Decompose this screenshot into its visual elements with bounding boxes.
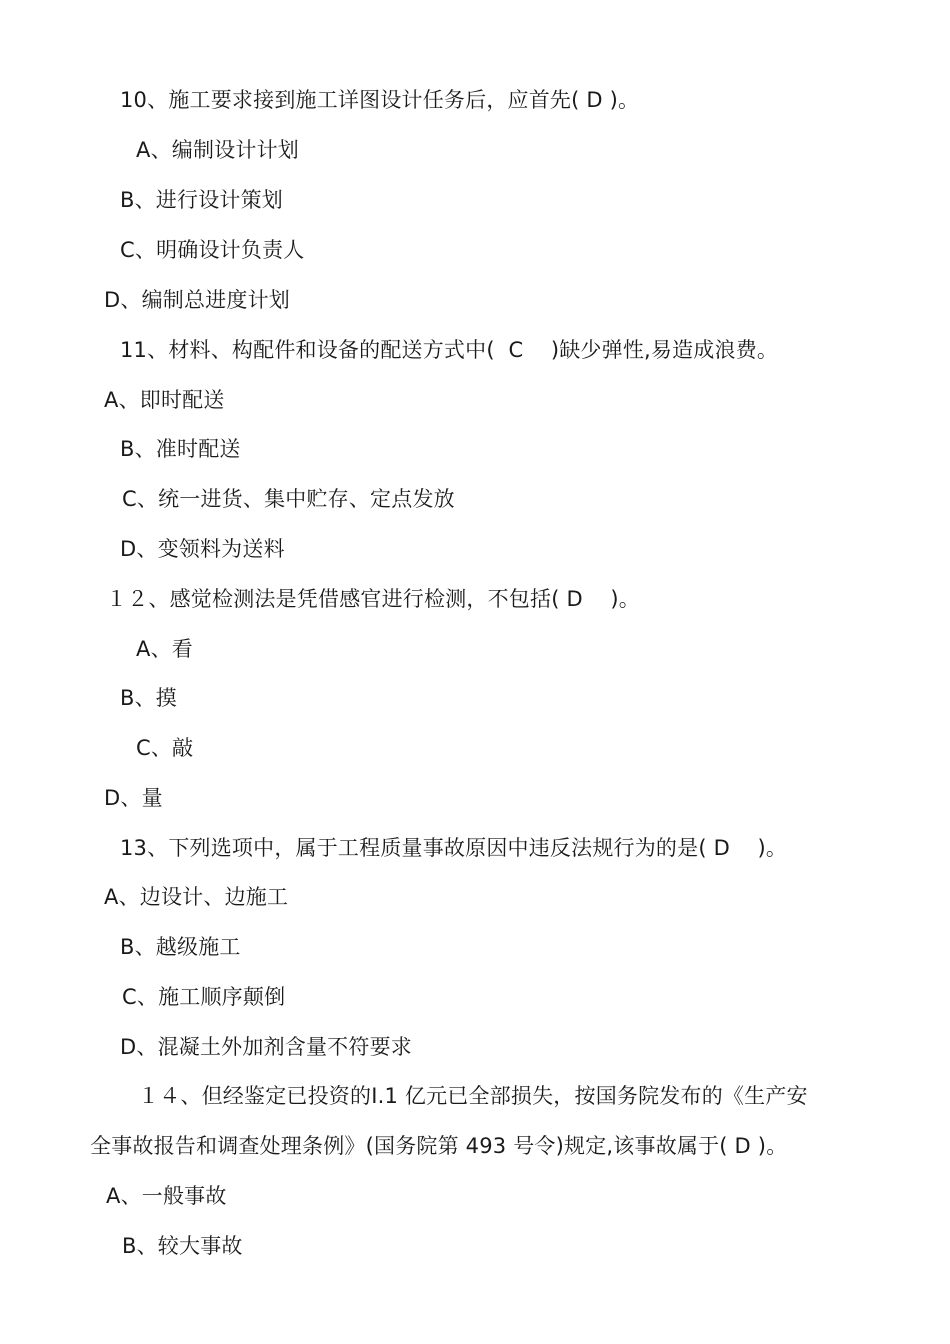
question-12-option-b: B、摸	[120, 686, 178, 710]
question-13-option-c: C、施工顺序颠倒	[122, 985, 286, 1009]
question-11-option-a: A、即时配送	[104, 388, 225, 412]
question-13-option-a: A、边设计、边施工	[104, 885, 289, 909]
question-10-option-d: D、编制总进度计划	[104, 288, 290, 312]
question-11-option-b: B、准时配送	[120, 437, 241, 461]
question-11-text: 11、材料、构配件和设备的配送方式中( C )缺少弹性,易造成浪费。	[120, 338, 779, 362]
question-13-text: 13、下列选项中，属于工程质量事故原因中违反法规行为的是( D )。	[120, 836, 788, 860]
question-10-option-a: A、编制设计计划	[136, 138, 299, 162]
question-11-option-c: C、统一进货、集中贮存、定点发放	[122, 487, 455, 511]
question-10-option-c: C、明确设计负责人	[120, 238, 305, 262]
question-10-option-b: B、进行设计策划	[120, 188, 284, 212]
question-13-option-d: D、混凝土外加剂含量不符要求	[120, 1035, 412, 1059]
question-14-option-b: B、较大事故	[122, 1234, 243, 1258]
question-12-option-c: C、敲	[136, 736, 194, 760]
question-14-text-line-1: １４、但经鉴定已投资的Ⅰ.1 亿元已全部损失，按国务院发布的《生产安	[138, 1084, 808, 1108]
question-13-option-b: B、越级施工	[120, 935, 241, 959]
question-12-option-a: A、看	[136, 637, 193, 661]
question-12-option-d: D、量	[104, 786, 163, 810]
question-14-text-line-2: 全事故报告和调查处理条例》(国务院第 493 号令)规定,该事故属于( D )。	[90, 1134, 788, 1158]
question-11-option-d: D、变领料为送料	[120, 537, 285, 561]
question-10-text: 10、施工要求接到施工详图设计任务后，应首先( D )。	[120, 88, 640, 112]
question-14-option-a: A、一般事故	[106, 1184, 227, 1208]
question-12-text: １２、感觉检测法是凭借感官进行检测，不包括( D )。	[106, 587, 640, 611]
